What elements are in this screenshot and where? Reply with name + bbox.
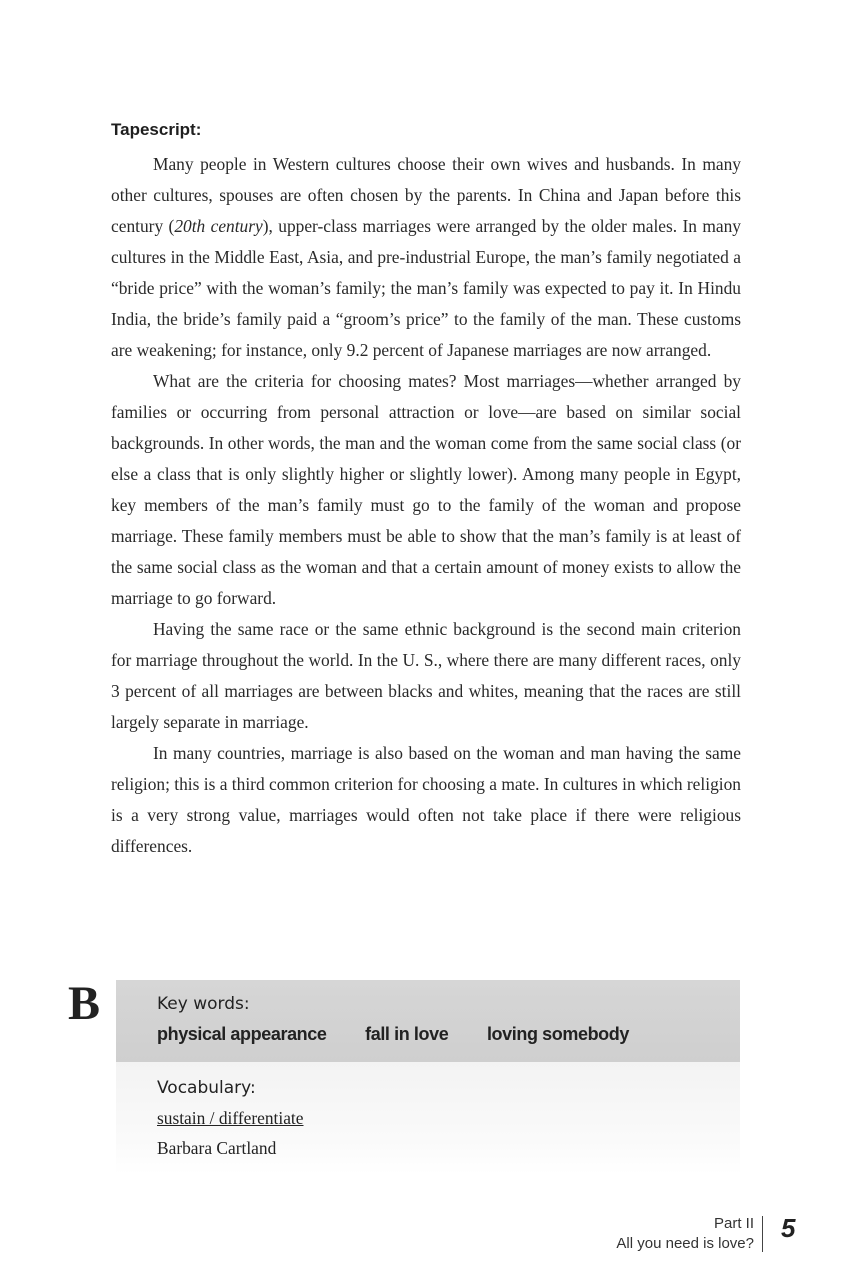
vocabulary-name: Barbara Cartland: [157, 1138, 277, 1158]
italic-20th-century: 20th century: [174, 216, 263, 236]
key-words-list: [157, 1024, 663, 1045]
footer-divider: [762, 1216, 763, 1252]
paragraph-1-rest: ), upper-class marriages were arranged by the older males. In many cultures in the Middle East, Asia, and pre-industrial Europe, the man’s family negotiated a “bride price” with the woman’s family; the man’s family was expected to pay it. In Hindu India, the bride’s family paid a “groom’s price” to the family of the man. These customs are weakening; for instance, only 9.2 percent of Japanese marriages are now arranged.: [111, 216, 741, 360]
paragraph-1: [111, 149, 741, 366]
vocabulary-title: Vocabulary:: [157, 1078, 256, 1098]
paragraph-3: Having the same race or the same ethnic background is the second main criterion for marriage throughout the world. In the U. S., where there are many different races, only 3 percent of all marriages are between blacks and whites, meaning that the races are still largely separate in marriage.: [111, 619, 741, 732]
vocabulary-box: [116, 1062, 740, 1174]
key-words-title: Key words:: [157, 994, 250, 1014]
footer-part: [616, 1214, 754, 1254]
section-b-letter: B: [68, 977, 101, 1030]
paragraph-1-text: Many people in Western cultures choose their own wives and husbands. In many other cultures, spouses are often chosen by the parents. In China and Japan before this century (: [111, 154, 741, 236]
key-words-box: [116, 980, 740, 1062]
key-word: physical appearance: [157, 1024, 327, 1044]
tapescript-heading: Tapescript:: [111, 120, 202, 139]
paragraph-4: In many countries, marriage is also based on the woman and man having the same religion; this is a third common criterion for choosing a mate. In cultures in which religion is a very strong value, marriages would often not take place if there were religious differences.: [111, 743, 741, 856]
key-word: loving somebody: [486, 1024, 629, 1044]
page-number: 5: [781, 1213, 796, 1243]
footer-part-label: Part II: [713, 1215, 754, 1232]
paragraph-2: What are the criteria for choosing mates? Most marriages—whether arranged by families or occurring from personal attraction or love—are based on similar social backgrounds. In other words, the man and the woman come from the same social class (or else a class that is only slightly higher or slightly lower). Among many people in Egypt, key members of the man’s family must go to the family of the woman and propose marriage. These family members must be able to show that the man’s family is at least of the same social class as the woman and that a certain amount of money exists to allow the marriage to go forward.: [111, 371, 741, 608]
tapescript-body: [111, 149, 741, 862]
footer-subtitle: All you need is love?: [616, 1235, 754, 1252]
key-word: fall in love: [365, 1024, 449, 1044]
vocabulary-words: sustain / differentiate: [157, 1108, 304, 1128]
